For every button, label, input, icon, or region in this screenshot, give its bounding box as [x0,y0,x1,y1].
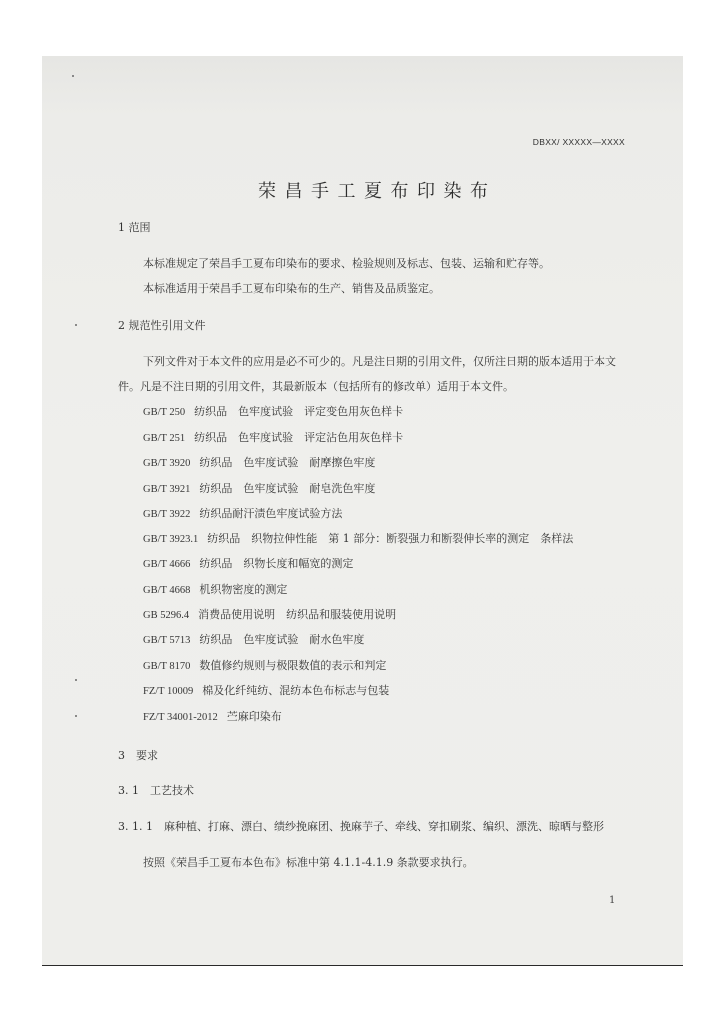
reference-item [143,507,342,522]
reference-title: 棉及化纤纯纺、混纺本色布标志与包装 [202,684,390,697]
document-title: 荣昌手工夏布印染布 [258,181,497,202]
reference-item [143,431,403,446]
section-3-1-1-heading: 3. 1. 1 麻种植、打麻、漂白、绩纱挽麻团、挽麻芋子、牵线、穿扣刷浆、编织、漂洗、晾晒与整形 [118,820,604,833]
reference-code: GB/T 5713 [143,635,191,646]
reference-item [143,482,375,497]
reference-code: FZ/T 34001-2012 [143,712,218,723]
section-3-heading: 3 要求 [118,749,158,762]
section-1-paragraph: 本标准规定了荣昌手工夏布印染布的要求、检验规则及标志、包装、运输和贮存等。 [143,257,550,270]
reference-item [143,557,353,572]
reference-code: GB/T 8170 [143,661,191,672]
reference-code: GB/T 3923.1 [143,534,199,545]
document-page [42,56,683,966]
reference-code: GB/T 3922 [143,509,191,520]
section-2-intro: 下列文件对于本文件的应用是必不可少的。凡是注日期的引用文件，仅所注日期的版本适用于本文 [143,355,616,368]
reference-title: 纺织品 色牢度试验 耐摩擦色牢度 [199,456,376,469]
section-2-intro: 件。凡是不注日期的引用文件，其最新版本（包括所有的修改单）适用于本文件。 [118,380,514,393]
reference-code: FZ/T 10009 [143,686,194,697]
reference-title: 纺织品 织物拉伸性能 第 1 部分：断裂强力和断裂伸长率的测定 条样法 [207,532,574,545]
document-code: DBXX/ XXXXX—XXXX [532,137,625,147]
section-3-1-heading: 3. 1 工艺技术 [118,784,194,797]
section-3-1-1-body: 按照《荣昌手工夏布本色布》标准中第 4.1.1-4.1.9 条款要求执行。 [143,856,474,869]
reference-title: 苎麻印染布 [226,710,282,723]
scan-speck [75,715,77,717]
reference-item [143,532,573,547]
section-2-heading: 2 规范性引用文件 [118,319,206,332]
reference-item [143,456,375,471]
reference-code: GB/T 251 [143,433,186,444]
page-number: 1 [609,895,616,906]
reference-item [143,710,282,725]
reference-code: GB/T 250 [143,407,186,418]
scan-speck [75,324,77,326]
reference-code: GB/T 3920 [143,458,191,469]
reference-title: 纺织品 织物长度和幅宽的测定 [199,557,354,570]
reference-title: 纺织品 色牢度试验 评定沾色用灰色样卡 [194,431,404,444]
reference-title: 机织物密度的测定 [199,583,288,596]
reference-title: 纺织品耐汗渍色牢度试验方法 [199,507,343,520]
section-1-heading: 1 范围 [118,221,151,234]
reference-item [143,659,386,674]
reference-item [143,608,396,623]
reference-item [143,405,403,420]
reference-title: 纺织品 色牢度试验 评定变色用灰色样卡 [194,405,404,418]
scan-speck [72,75,74,77]
reference-item [143,684,389,699]
reference-title: 纺织品 色牢度试验 耐皂洗色牢度 [199,482,376,495]
reference-code: GB/T 4666 [143,559,191,570]
reference-title: 消费品使用说明 纺织品和服装使用说明 [198,608,397,621]
reference-code: GB/T 3921 [143,484,191,495]
reference-code: GB 5296.4 [143,610,190,621]
reference-item [143,633,364,648]
reference-code: GB/T 4668 [143,585,191,596]
section-1-paragraph: 本标准适用于荣昌手工夏布印染布的生产、销售及品质鉴定。 [143,282,440,295]
reference-title: 纺织品 色牢度试验 耐水色牢度 [199,633,365,646]
reference-title: 数值修约规则与极限数值的表示和判定 [199,659,387,672]
scan-speck [75,679,77,681]
reference-item [143,583,287,598]
